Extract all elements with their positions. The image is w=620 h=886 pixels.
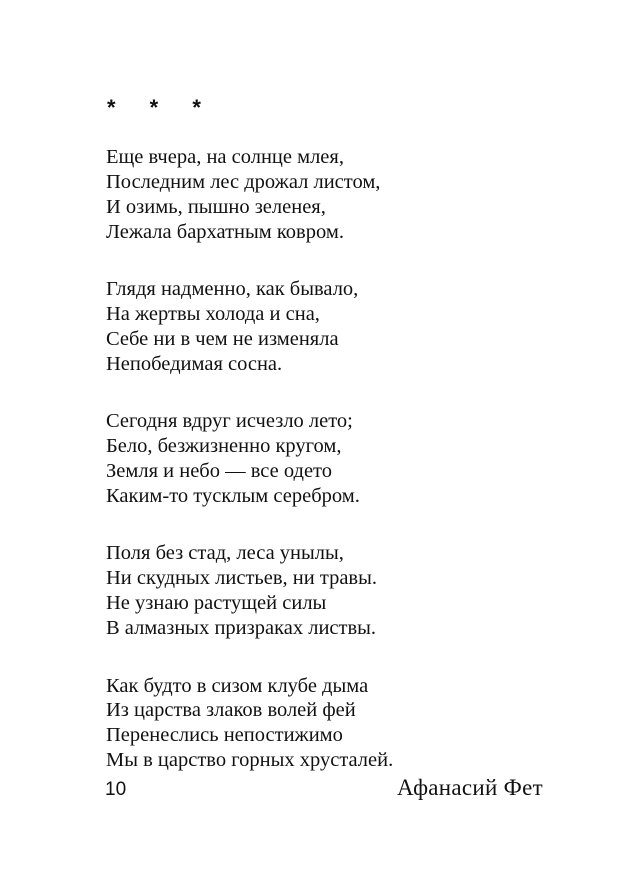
stanza (106, 277, 586, 377)
poem-line: Непобедимая сосна. (106, 352, 283, 375)
poem-line: Сегодня вдруг исчезло лето; (106, 410, 353, 433)
poem-line: Ни скудных листьев, ни травы. (106, 567, 378, 590)
poem-line: Как будто в сизом клубе дыма (106, 674, 369, 697)
poem-line: Бело, безжизненно кругом, (106, 435, 342, 458)
stanza (106, 674, 586, 774)
poem-line: Последним лес дрожал листом, (106, 170, 381, 193)
poem-line: Мы в царство горных хрусталей. (106, 749, 394, 772)
running-footer-author: Афанасий Фет (397, 775, 543, 800)
poem-line: В алмазных призраках листвы. (106, 617, 377, 640)
poem-line: Земля и небо — все одето (106, 460, 332, 483)
poem-line: Поля без стад, леса унылы, (106, 542, 344, 565)
page-number: 10 (105, 779, 127, 800)
stanza (106, 409, 586, 509)
poem-line: Перенеслись непостижимо (106, 724, 343, 747)
poem-line: Не узнаю растущей силы (106, 592, 327, 615)
poem-line: Себе ни в чем не изменяла (106, 327, 339, 350)
stanza (106, 541, 586, 641)
poem-line: Из царства злаков волей фей (106, 699, 356, 722)
poem-line: Каким-то тусклым серебром. (106, 484, 360, 507)
poem-line: Еще вчера, на солнце млея, (106, 146, 344, 168)
stanza (106, 145, 586, 245)
section-ornament: * * * (107, 95, 215, 120)
poem-body (106, 145, 586, 806)
poem-line: Лежала бархатным ковром. (106, 220, 344, 243)
poem-line: Глядя надменно, как бывало, (106, 278, 359, 301)
poem-line: На жертвы холода и сна, (106, 303, 320, 326)
poem-line: И озимь, пышно зеленея, (106, 195, 326, 218)
